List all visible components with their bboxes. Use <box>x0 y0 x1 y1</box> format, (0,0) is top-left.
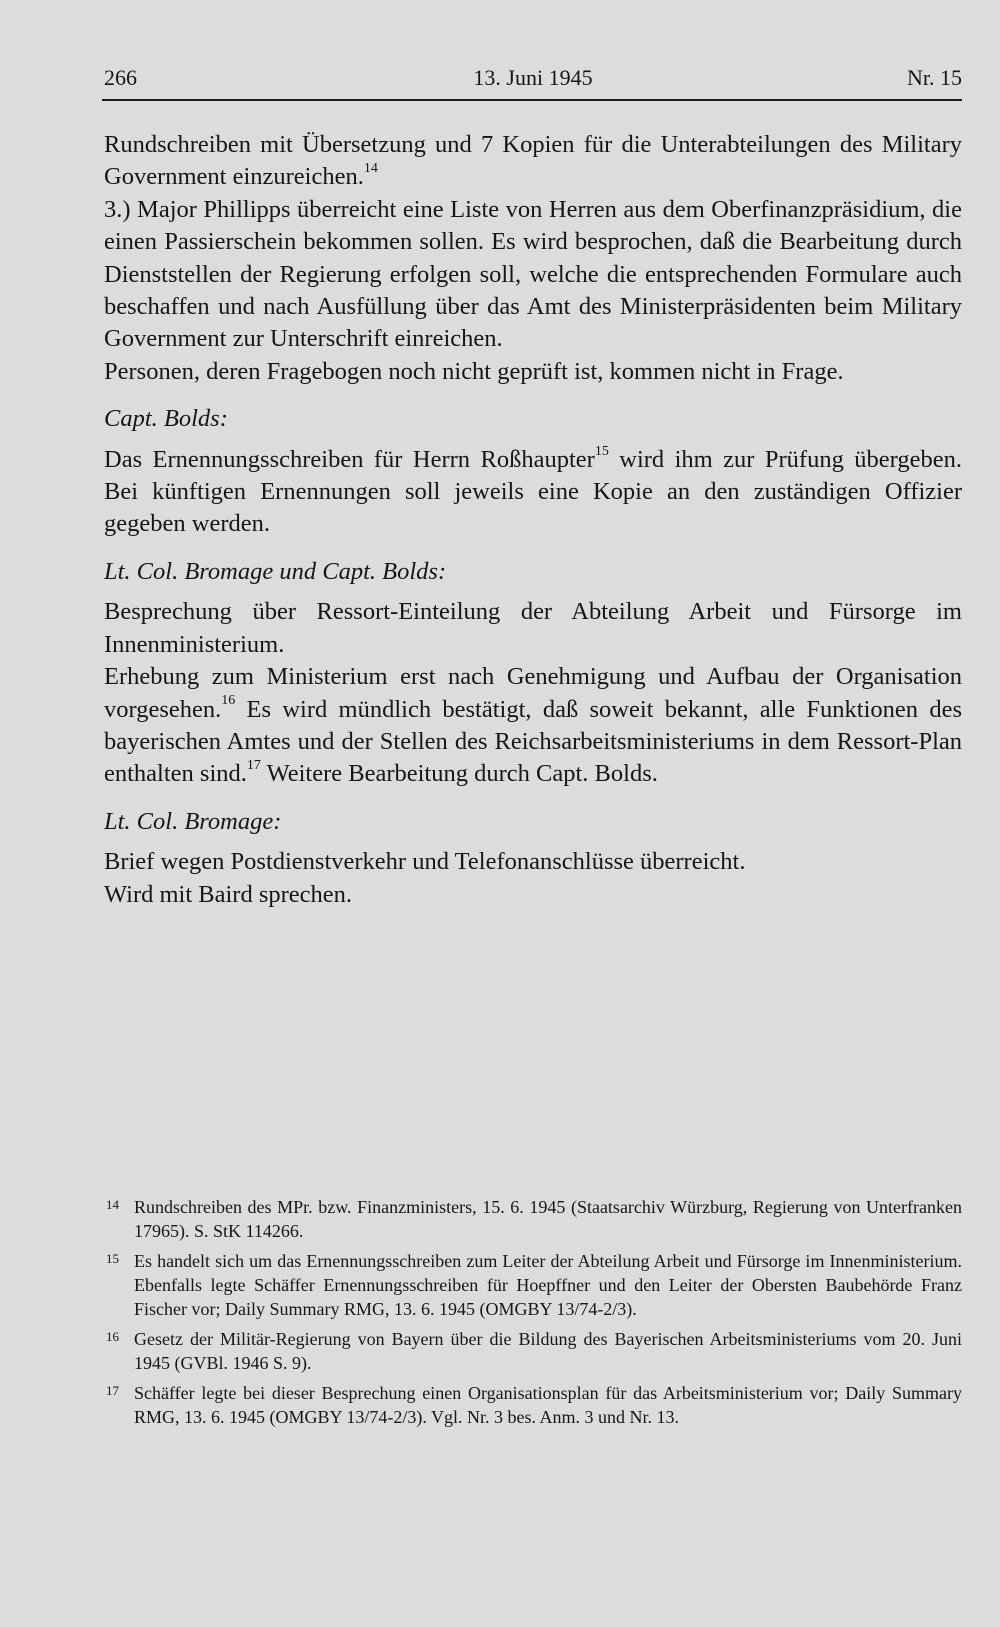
paragraph-passierschein: 3.) Major Phillipps überreicht eine Liste von Herren aus dem Oberfinanzpräsidium, die einen Passierschein bekommen sollen. Es wird besprochen, daß die Bearbeitung durch Dienststellen der Regierung erfolgen soll, welche die entsprechenden Formulare auch beschaffen und nach Ausfüllung über das Amt des Ministerpräsidenten beim Military Government zur Unterschrift einreichen. <box>104 195 962 353</box>
paragraph-ressort: Besprechung über Ressort-Einteilung der Abteilung Arbeit und Fürsorge im Innenministerium. <box>104 598 962 658</box>
document-number: Nr. 15 <box>907 65 962 90</box>
paragraph-postdienst: Brief wegen Postdienstverkehr und Telefonanschlüsse überreicht. <box>104 848 746 876</box>
footnote-ref-15: 15 <box>594 443 609 459</box>
paragraph-circular: Rundschreiben mit Übersetzung und 7 Kopien für die Unterabteilungen des Military Government einzureichen.$^{14}$ <box>104 131 962 191</box>
speaker-label: Lt. Col. Bromage: <box>104 807 282 835</box>
paragraph-ministerium: Erhebung zum Ministerium erst nach Genehmigung und Aufbau der Organisation vorgesehen.$^{16}$ Es wird mündlich bestätigt, daß soweit bekannt, alle Funktionen des bayerischen Amtes und der Stellen des Reichsarbeitsministeriums in dem Ressort-Plan enthalten sind.$^{17}$ Weitere Bearbeitung durch Capt. Bolds. <box>104 663 962 788</box>
paragraph-fragebogen: Personen, deren Fragebogen noch nicht geprüft ist, kommen nicht in Frage. <box>104 357 844 385</box>
footnote <box>104 1327 962 1375</box>
footnote-text: Gesetz der Militär-Regierung von Bayern über die Bildung des Bayerischen Arbeitsministeriums vom 20. Juni 1945 (GVBl. 1946 S. 9). <box>134 1329 962 1373</box>
speaker-label: Capt. Bolds: <box>104 405 228 433</box>
speaker-label: Lt. Col. Bromage und Capt. Bolds: <box>104 557 447 585</box>
footnote-number: 14 <box>106 1197 119 1212</box>
footnote-ref-16: 16 <box>221 693 236 709</box>
page-number: 266 <box>104 65 137 90</box>
footnote-ref-17: 17 <box>246 758 261 774</box>
header-rule <box>102 99 962 101</box>
running-header <box>104 64 962 92</box>
footnote <box>104 1249 962 1321</box>
footnote-text: Schäffer legte bei dieser Besprechung einen Organisationsplan für das Arbeitsministerium vor; Daily Summary RMG, 13. 6. 1945 (OMGBY 13/74-2/3). Vgl. Nr. 3 bes. Anm. 3 und Nr. 13. <box>134 1383 962 1427</box>
footnote-text: Es handelt sich um das Ernennungsschreiben zum Leiter der Abteilung Arbeit und Fürsorge im Innenministerium. Ebenfalls legte Schäffer Ernennungsschreiben für Hoepffner und den Leiter der Obersten Baubehörde Franz Fischer vor; Daily Summary RMG, 13. 6. 1945 (OMGBY 13/74-2/3). <box>134 1251 962 1319</box>
paragraph-baird: Wird mit Baird sprechen. <box>104 880 353 908</box>
footnote <box>104 1195 962 1243</box>
footnote-number: 15 <box>106 1251 119 1266</box>
footnote-number: 16 <box>106 1329 119 1344</box>
body-text <box>104 129 962 911</box>
footnote-ref-14: 14 <box>363 161 378 177</box>
paragraph-ernennung: Das Ernennungsschreiben für Herrn Roßhaupter$^{15}$ wird ihm zur Prüfung übergeben. Bei künftigen Ernennungen soll jeweils eine Kopie an den zuständigen Offizier gegeben werden. <box>104 443 963 538</box>
footnote-number: 17 <box>106 1383 119 1398</box>
footnote <box>104 1381 962 1429</box>
footnote-text: Rundschreiben des MPr. bzw. Finanzministers, 15. 6. 1945 (Staatsarchiv Würzburg, Regierung von Unterfranken 17965). S. StK 114266. <box>134 1197 962 1241</box>
footnotes <box>104 1195 962 1435</box>
header-date: 13. Juni 1945 <box>473 65 593 90</box>
